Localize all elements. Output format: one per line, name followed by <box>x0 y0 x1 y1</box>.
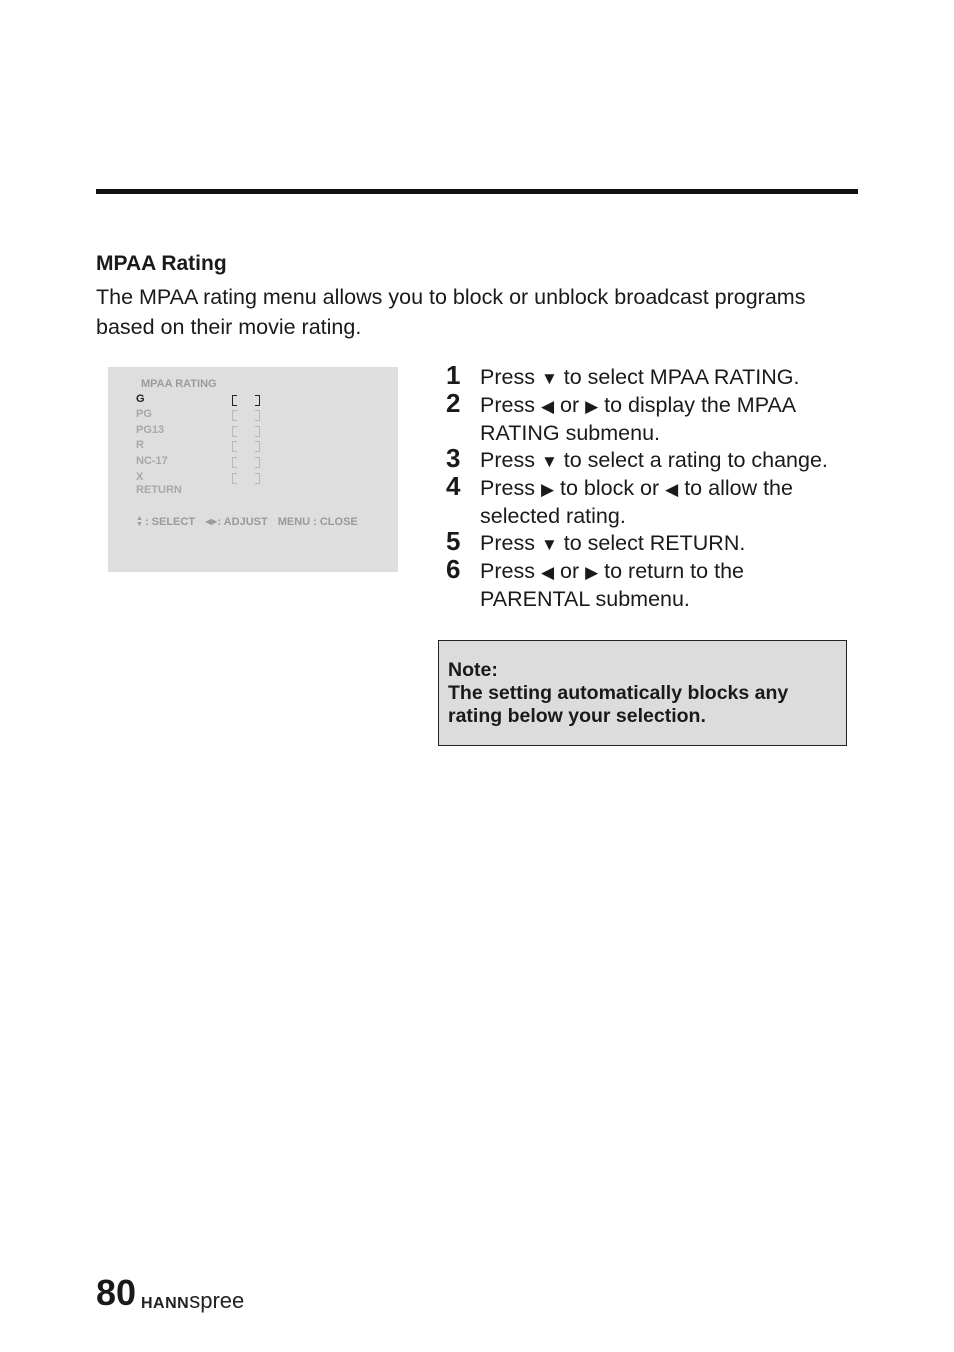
step-text: Press <box>480 531 541 555</box>
osd-checkbox <box>232 457 260 468</box>
osd-select-hint: : SELECT <box>144 516 196 528</box>
step-item <box>446 554 856 613</box>
step-text: to block or <box>554 476 666 500</box>
osd-checkbox <box>232 441 260 452</box>
section-title: MPAA Rating <box>96 252 227 275</box>
osd-adjust-hint: : ADJUST <box>217 516 268 528</box>
page-number: 80 <box>96 1272 137 1313</box>
step-text: to select MPAA RATING. <box>557 365 800 389</box>
step-item <box>446 471 856 530</box>
osd-rating-item: X <box>136 471 144 483</box>
osd-title: MPAA RATING <box>141 378 217 390</box>
step-number: 3 <box>446 443 461 473</box>
osd-checkbox <box>232 426 260 437</box>
down-arrow-icon: ▼ <box>540 369 558 388</box>
note-heading: Note: <box>448 659 498 681</box>
step-text: to allow the selected rating. <box>480 476 793 528</box>
step-text: to select RETURN. <box>557 531 746 555</box>
osd-menu-screenshot <box>108 367 398 572</box>
note-box <box>438 640 847 746</box>
step-text: Press <box>480 559 541 583</box>
osd-rating-item: R <box>136 439 144 451</box>
steps-list <box>446 360 856 613</box>
right-arrow-icon: ▶ <box>540 480 555 499</box>
step-number: 5 <box>446 526 461 556</box>
step-number: 2 <box>446 388 461 418</box>
step-text: to display the MPAA RATING submenu. <box>480 393 795 445</box>
left-arrow-icon: ◀ <box>665 480 679 499</box>
osd-rating-item: RETURN <box>136 484 182 496</box>
osd-checkbox <box>232 473 260 484</box>
section-intro: The MPAA rating menu allows you to block or unblock broadcast programs based on their movie rating. <box>96 285 806 339</box>
left-right-arrows-icon: ◀▶ <box>205 517 218 526</box>
step-text: Press <box>480 365 541 389</box>
step-number: 6 <box>446 554 461 584</box>
step-item <box>446 526 856 558</box>
left-arrow-icon: ◀ <box>540 563 555 582</box>
osd-checkbox <box>232 410 260 421</box>
osd-rating-item: NC-17 <box>136 455 168 467</box>
down-arrow-icon: ▼ <box>540 535 558 554</box>
step-item <box>446 388 856 447</box>
step-item <box>446 360 856 392</box>
osd-rating-item: G <box>136 393 145 405</box>
osd-rating-item: PG13 <box>136 424 165 436</box>
osd-rating-item: PG <box>136 408 152 420</box>
step-text: Press <box>480 448 541 472</box>
left-arrow-icon: ◀ <box>540 397 555 416</box>
step-number: 1 <box>446 360 461 390</box>
header-rule <box>96 189 858 194</box>
osd-close-hint: MENU : CLOSE <box>277 516 358 528</box>
step-text: Press <box>480 476 541 500</box>
step-text: Press <box>480 393 541 417</box>
step-text: or <box>554 559 586 583</box>
right-arrow-icon: ▶ <box>585 397 599 416</box>
note-text: The setting automatically blocks any rating below your selection. <box>448 682 789 727</box>
step-text: or <box>554 393 586 417</box>
up-down-arrows-icon: ▲ ▼ <box>136 515 143 528</box>
step-text: to select a rating to change. <box>557 448 828 472</box>
brand-logo: HANNspree <box>141 1288 245 1313</box>
step-number: 4 <box>446 471 461 501</box>
step-text: to return to the PARENTAL submenu. <box>480 559 744 611</box>
osd-footer <box>136 516 358 528</box>
osd-checkbox <box>232 395 260 406</box>
step-item <box>446 443 856 475</box>
down-arrow-icon: ▼ <box>540 452 558 471</box>
right-arrow-icon: ▶ <box>585 563 599 582</box>
